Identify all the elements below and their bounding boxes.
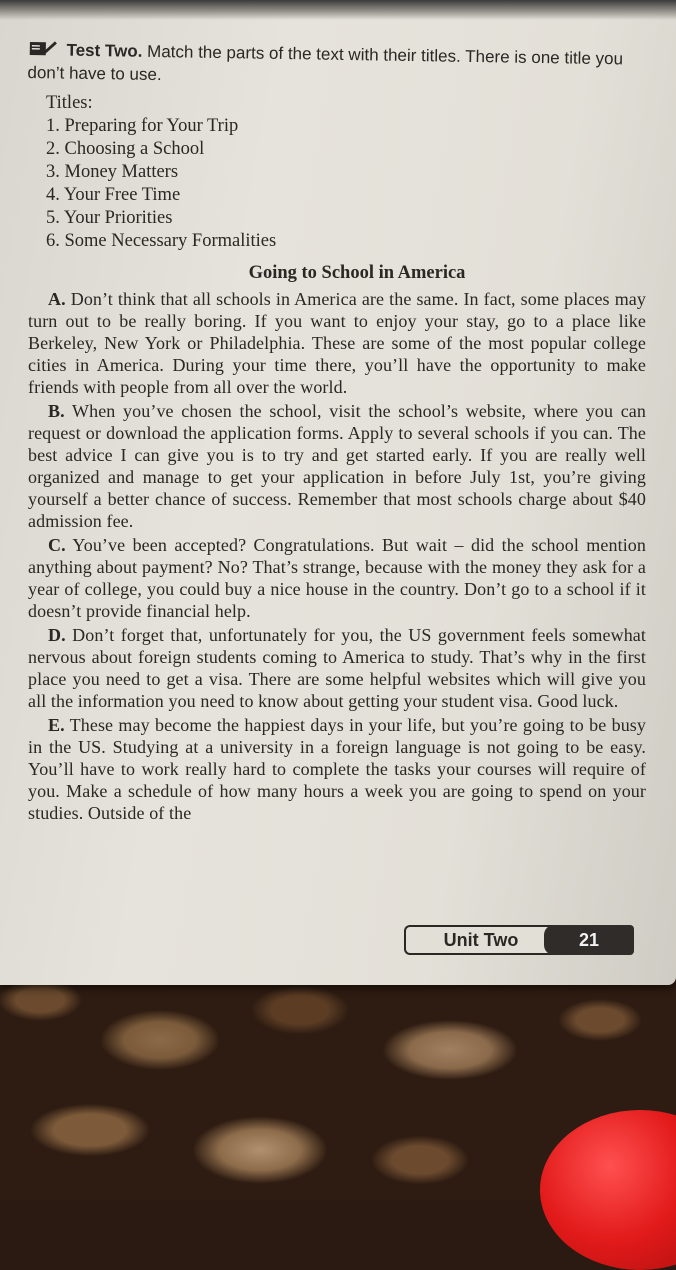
paragraph-text: When you’ve chosen the school, visit the school’s website, where you can request or download the application forms. Apply to several schools if you can. The best advice I can give you is to try and get started early. If you are really well organized and manage to get your application in before July 1st, you’re giving yourself a better chance of success. Remember that most schools charge about $40 admission fee. xyxy=(28,401,646,531)
title-item: 4. Your Free Time xyxy=(46,185,181,205)
article-title: Going to School in America xyxy=(248,263,466,283)
paragraph-letter: A. xyxy=(48,289,66,309)
page-content xyxy=(28,38,646,826)
titles-block xyxy=(46,92,646,253)
title-item: 1. Preparing for Your Trip xyxy=(46,116,239,136)
paragraph-letter: C. xyxy=(48,535,66,555)
paragraph-text: Don’t think that all schools in America are the same. In fact, some places may turn out to be really boring. If you want to enjoy your stay, go to a place like Berkeley, New York or Philadelphia. These are some of the most popular college cities in America. During your time there, you’ll have the opportunity to make friends with people from all over the world. xyxy=(28,289,646,397)
task-instruction xyxy=(27,38,646,94)
paragraph-e xyxy=(28,714,646,824)
pen-paper-icon xyxy=(28,39,58,57)
page-footer xyxy=(404,925,634,953)
task-text: Match the parts of the text with their titles. There is one title you don’t have to use. xyxy=(27,41,624,85)
task-label: Test Two. xyxy=(66,40,143,61)
paragraph-d xyxy=(28,624,646,712)
paragraph-letter: D. xyxy=(48,625,66,645)
title-item: 6. Some Necessary Formalities xyxy=(46,231,277,251)
paragraph-text: These may become the happiest days in your life, but you’re going to be busy in the US. Studying at a university in a foreign language is not going to be easy. You’ll have to work really hard to complete the tasks your courses will require of you. Make a schedule of how many hours a week you are going to spend on your studies. Outside of the xyxy=(28,715,646,823)
paragraph-letter: E. xyxy=(48,715,65,735)
paragraph-letter: B. xyxy=(48,401,65,421)
title-item: 2. Choosing a School xyxy=(46,139,205,159)
paragraph-c xyxy=(28,534,646,622)
paragraph-b xyxy=(28,400,646,532)
paragraph-a xyxy=(28,288,646,398)
page-number: 21 xyxy=(544,925,634,955)
unit-label: Unit Two xyxy=(404,925,556,955)
title-item: 5. Your Priorities xyxy=(46,208,173,228)
titles-list xyxy=(46,115,646,253)
paragraph-text: Don’t forget that, unfortunately for you, the US government feels somewhat nervous about foreign students coming to America to study. That’s why in the first place you need to get a visa. There are some helpful websites which will give you all the information you need to know about getting your student visa. Good luck. xyxy=(28,625,647,711)
title-item: 3. Money Matters xyxy=(46,162,179,182)
page-top-shadow xyxy=(0,0,676,20)
titles-heading: Titles: xyxy=(46,93,93,113)
paragraph-text: You’ve been accepted? Congratulations. But wait – did the school mention anything about payment? No? That’s strange, because with the money they ask for a year of college, you could buy a nice house in the country. Don’t go to a school if it doesn’t provide financial help. xyxy=(28,535,646,621)
